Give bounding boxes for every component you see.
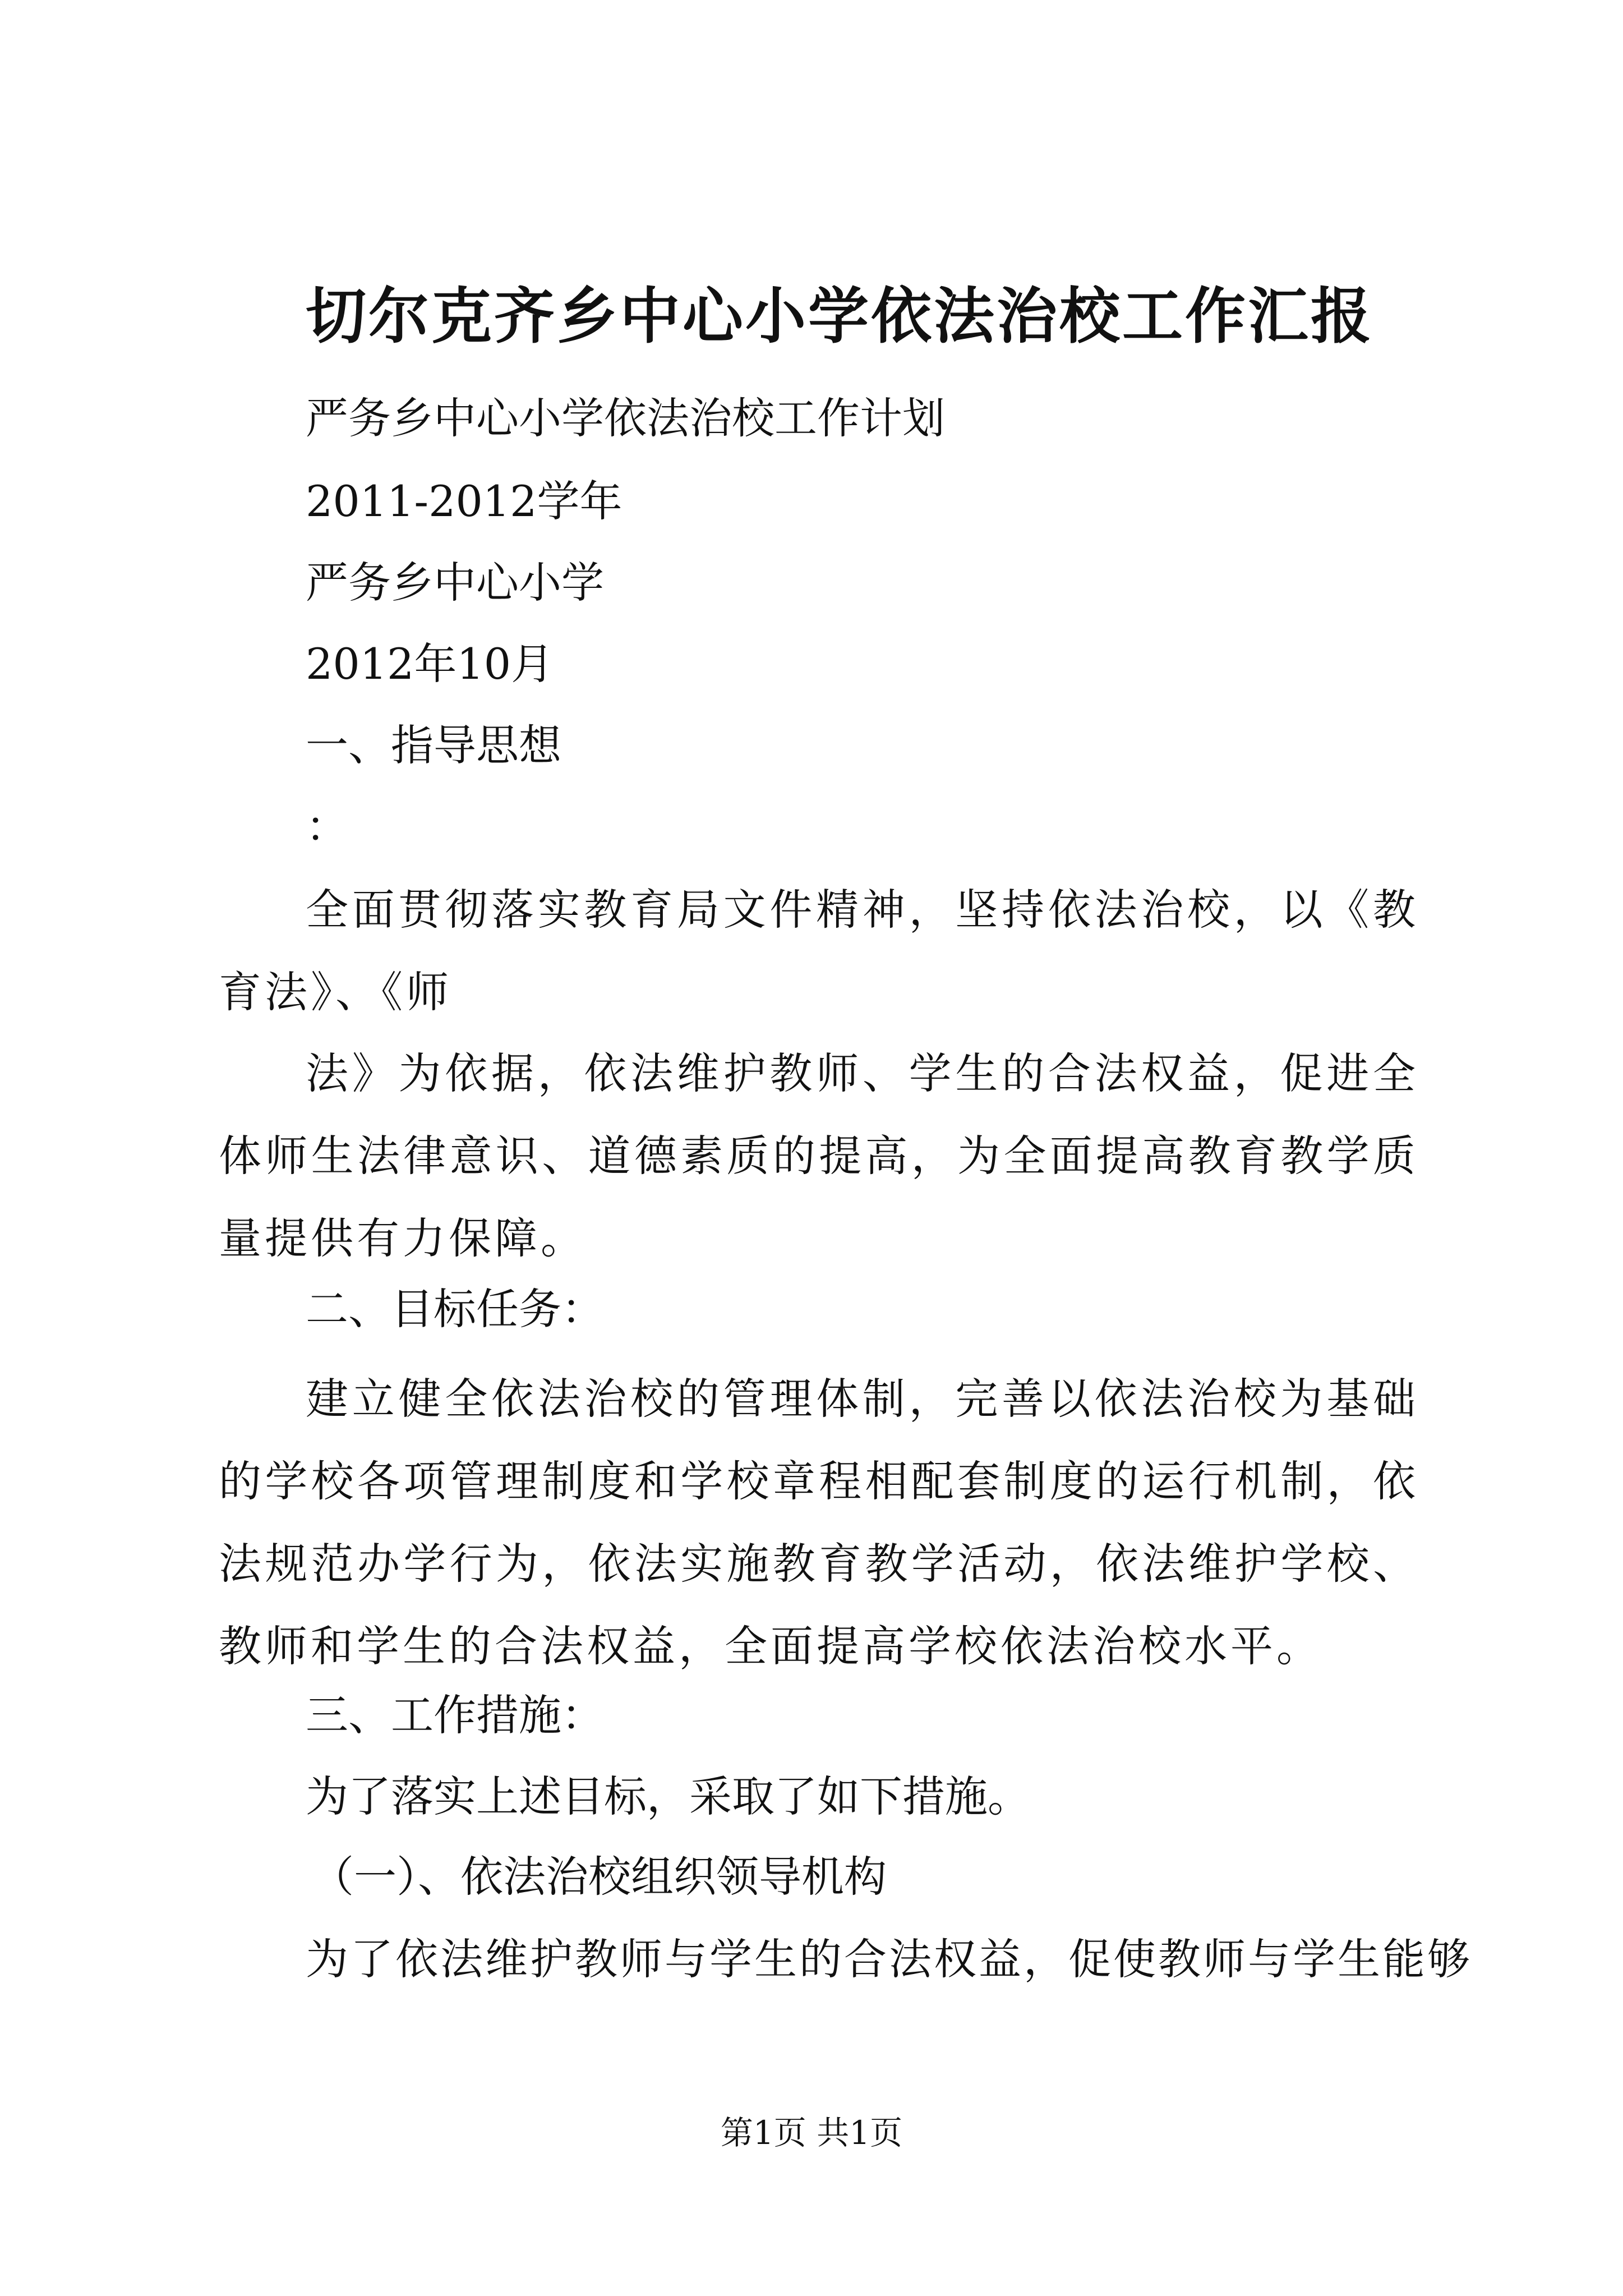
school-name: 严务乡中心小学	[306, 558, 604, 608]
page-footer: 第1页 共1页	[720, 2114, 903, 2152]
paragraph-guiding-ideology-cont: 法》为依据，依法维护教师、学生的合法权益，促进全体师生法律意识、道德素质的提高，为全面提高教育教学质量提供有力保障。	[219, 1048, 1419, 1263]
school-year: 2011-2012学年	[306, 476, 623, 526]
document-date: 2012年10月	[306, 639, 554, 689]
paragraph-guiding-ideology-start: 全面贯彻落实教育局文件精神，坚持依法治校，以《教育法》、《师	[219, 885, 1419, 1017]
paragraph-measures-intro: 为了落实上述目标，采取了如下措施。	[306, 1772, 1030, 1821]
plan-subtitle: 严务乡中心小学依法治校工作计划	[306, 393, 945, 443]
section-heading-guiding-ideology: 一、指导思想	[306, 720, 561, 770]
document-title: 切尔克齐乡中心小学依法治校工作汇报	[306, 281, 1374, 352]
section-heading-goals: 二、目标任务：	[306, 1284, 604, 1334]
colon-line: ：	[306, 802, 348, 852]
paragraph-goals: 建立健全依法治校的管理体制，完善以依法治校为基础的学校各项管理制度和学校章程相配套制度的运行机制，依法规范办学行为，依法实施教育教学活动，依法维护学校、教师和学生的合法权益，全面提高学校依法治校水平。	[219, 1374, 1419, 1671]
paragraph-leadership-org: 为了依法维护教师与学生的合法权益，促使教师与学生能够	[306, 1934, 1472, 1984]
subheading-leadership-org: （一）、依法治校组织领导机构	[311, 1852, 887, 1902]
section-heading-measures: 三、工作措施：	[306, 1690, 604, 1740]
